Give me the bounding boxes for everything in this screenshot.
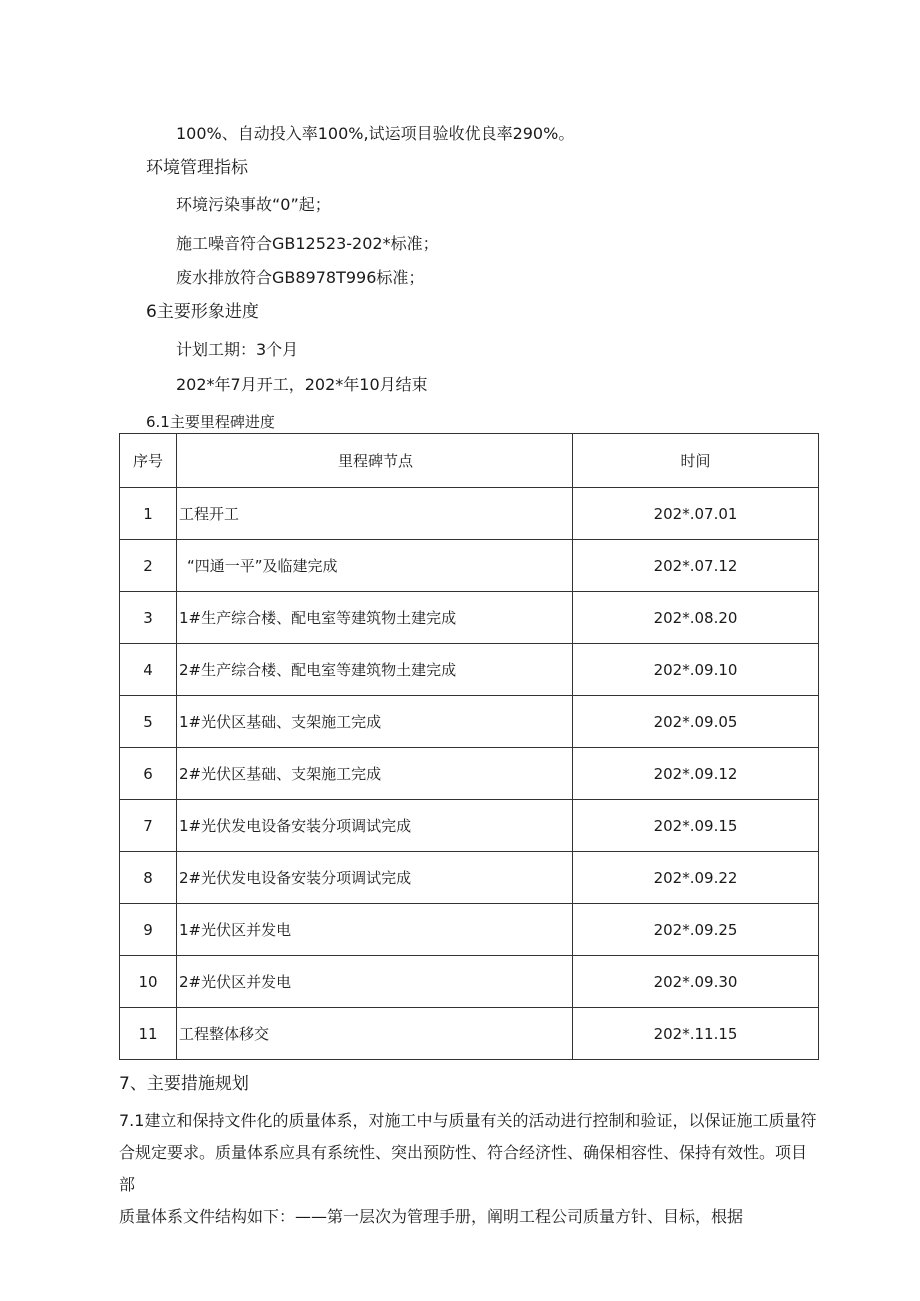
cell-node: 2#光伏区并发电 [177, 956, 573, 1008]
header-node: 里程碑节点 [177, 434, 573, 488]
table-row [120, 1008, 819, 1060]
indicator-line-1: 100%、自动投入率100%,试运项目验收优良率290%。 [176, 124, 575, 143]
cell-no: 4 [120, 644, 177, 696]
section-7-heading: 7、主要措施规划 [119, 1074, 249, 1094]
cell-time: 202*.09.05 [573, 696, 819, 748]
table-row [120, 852, 819, 904]
cell-no: 10 [120, 956, 177, 1008]
table-row [120, 644, 819, 696]
cell-node: 2#光伏区基础、支架施工完成 [177, 748, 573, 800]
section-6-heading: 6主要形象进度 [146, 302, 259, 322]
paragraph-line-1: 7.1建立和保持文件化的质量体系，对施工中与质量有关的活动进行控制和验证，以保证施工质量符 [119, 1111, 817, 1130]
cell-node: 1#光伏区并发电 [177, 904, 573, 956]
table-row [120, 592, 819, 644]
milestone-table-caption: 6.1主要里程碑进度 [146, 413, 275, 431]
header-no: 序号 [120, 434, 177, 488]
cell-time: 202*.09.30 [573, 956, 819, 1008]
cell-no: 6 [120, 748, 177, 800]
paragraph-line-3: 质量体系文件结构如下：——第一层次为管理手册，阐明工程公司质量方针、目标，根据 [119, 1207, 744, 1226]
paragraph-line-2: 合规定要求。质量体系应具有系统性、突出预防性、符合经济性、确保相容性、保持有效性。项目部 [119, 1143, 808, 1194]
env-indicator-heading: 环境管理指标 [146, 158, 248, 178]
schedule-range: 202*年7月开工，202*年10月结束 [176, 375, 428, 394]
milestone-table [119, 433, 819, 1060]
env-indicator-2: 施工噪音符合GB12523-202*标准； [176, 234, 439, 253]
section-7-1-paragraph [119, 1105, 819, 1233]
table-header-row [120, 434, 819, 488]
cell-no: 5 [120, 696, 177, 748]
cell-time: 202*.09.25 [573, 904, 819, 956]
cell-time: 202*.08.20 [573, 592, 819, 644]
cell-node: 1#生产综合楼、配电室等建筑物土建完成 [177, 592, 573, 644]
table-row [120, 956, 819, 1008]
cell-no: 7 [120, 800, 177, 852]
cell-node: 2#光伏发电设备安装分项调试完成 [177, 852, 573, 904]
cell-time: 202*.09.22 [573, 852, 819, 904]
cell-no: 2 [120, 540, 177, 592]
cell-time: 202*.07.12 [573, 540, 819, 592]
table-row [120, 696, 819, 748]
cell-time: 202*.11.15 [573, 1008, 819, 1060]
cell-no: 3 [120, 592, 177, 644]
table-row [120, 800, 819, 852]
cell-time: 202*.07.01 [573, 488, 819, 540]
env-indicator-1: 环境污染事故“0”起； [176, 195, 331, 214]
env-indicator-3: 废水排放符合GB8978T996标准； [176, 268, 425, 287]
cell-node: “四通一平”及临建完成 [177, 540, 573, 592]
table-row [120, 904, 819, 956]
table-row [120, 540, 819, 592]
cell-node: 工程整体移交 [177, 1008, 573, 1060]
cell-no: 11 [120, 1008, 177, 1060]
table-row [120, 748, 819, 800]
cell-time: 202*.09.12 [573, 748, 819, 800]
planned-duration: 计划工期：3个月 [176, 340, 299, 359]
cell-no: 9 [120, 904, 177, 956]
cell-node: 1#光伏区基础、支架施工完成 [177, 696, 573, 748]
cell-node: 2#生产综合楼、配电室等建筑物土建完成 [177, 644, 573, 696]
cell-no: 8 [120, 852, 177, 904]
header-time: 时间 [573, 434, 819, 488]
cell-time: 202*.09.10 [573, 644, 819, 696]
cell-node: 1#光伏发电设备安装分项调试完成 [177, 800, 573, 852]
cell-time: 202*.09.15 [573, 800, 819, 852]
cell-node: 工程开工 [177, 488, 573, 540]
table-row [120, 488, 819, 540]
cell-no: 1 [120, 488, 177, 540]
